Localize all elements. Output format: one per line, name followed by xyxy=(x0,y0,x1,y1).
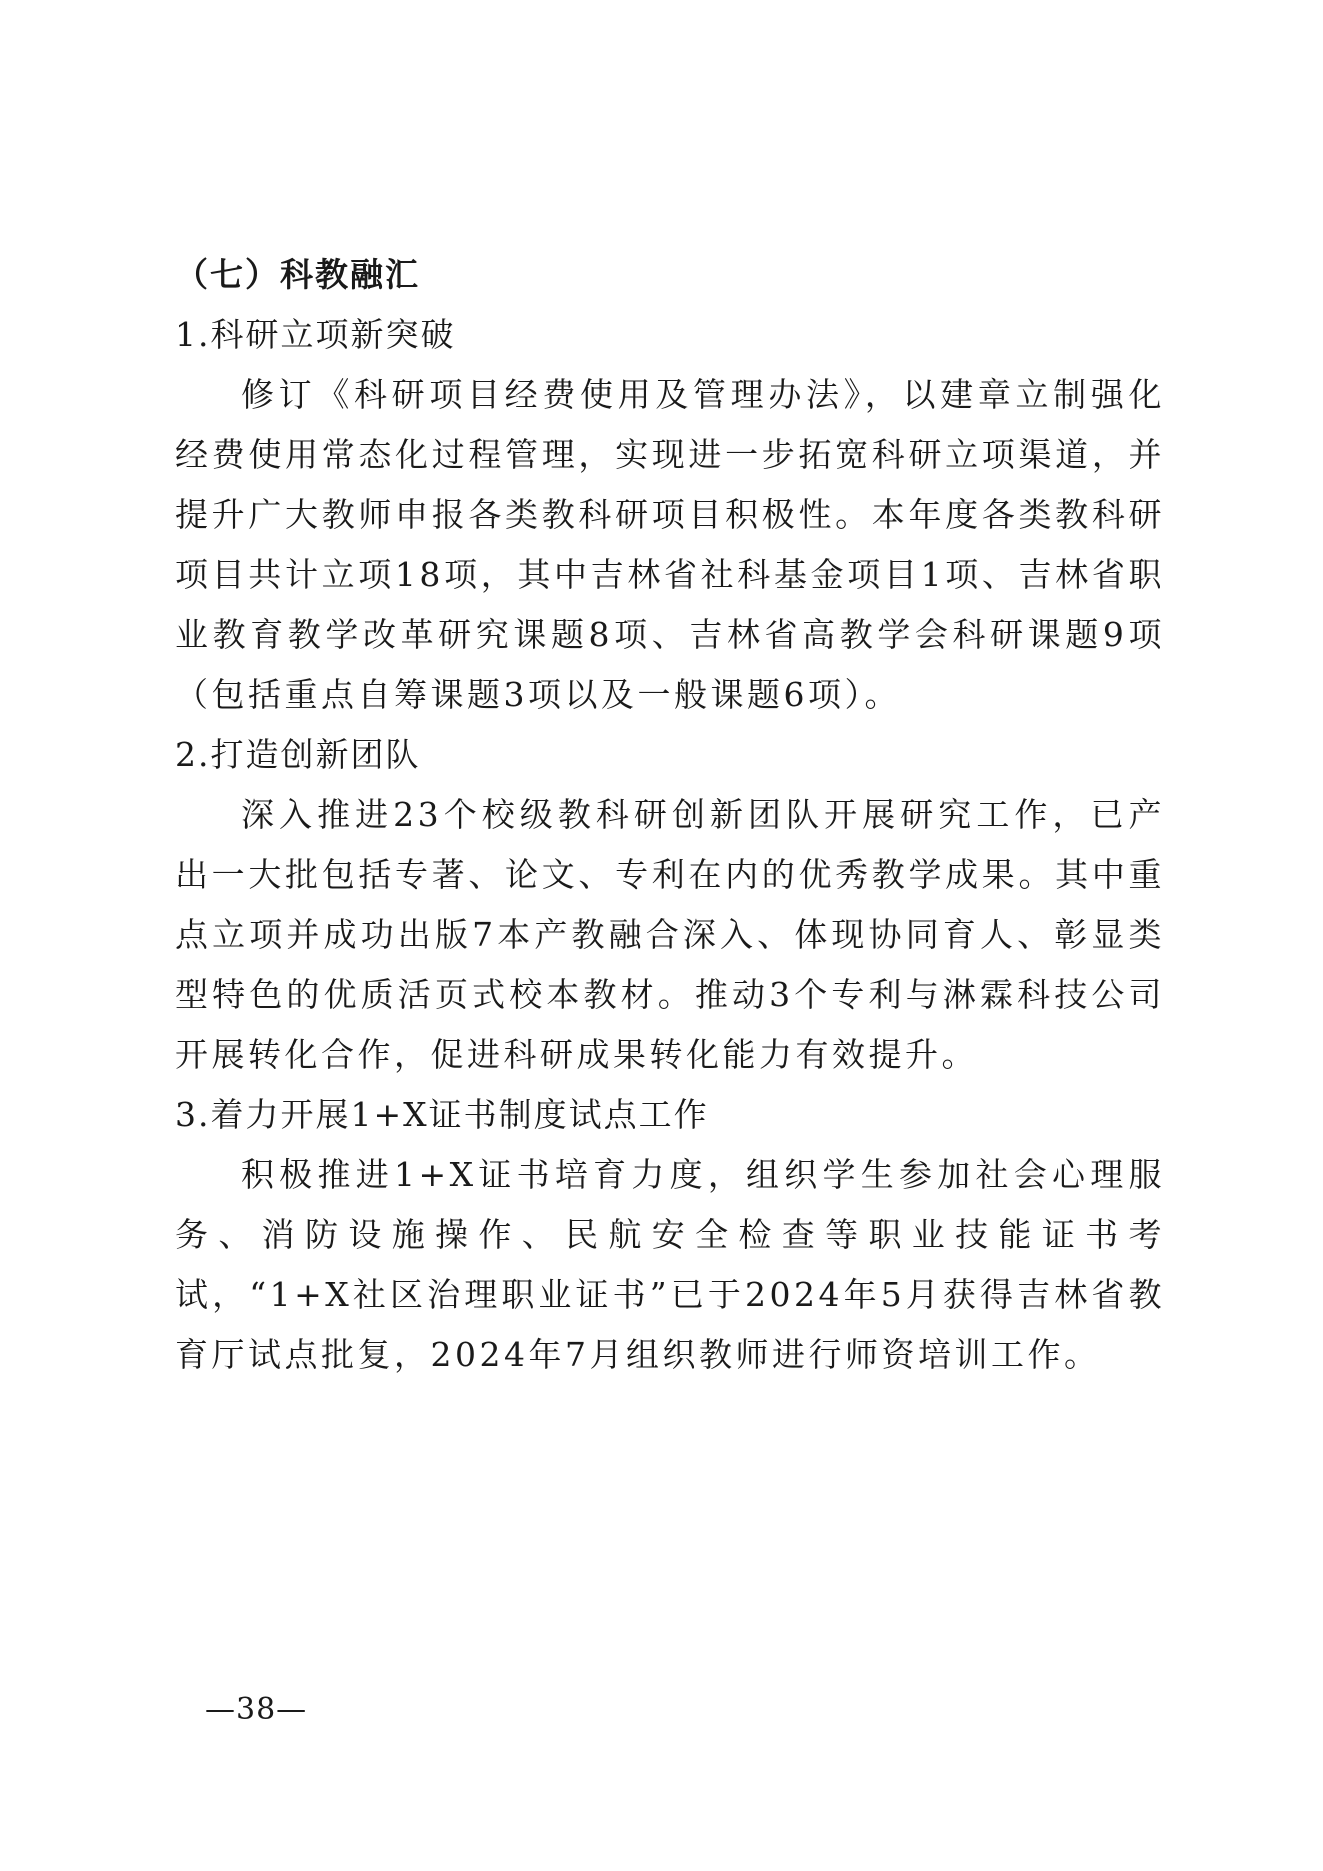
item-2-title: 2.打造创新团队 xyxy=(175,735,421,774)
item-2-paragraph: 深入推进23个校级教科研创新团队开展研究工作，已产出一大批包括专著、论文、专利在内的优秀教学成果。其中重点立项并成功出版7本产教融合深入、体现协同育人、彰显类型特色的优质活页式校本教材。推动3个专利与淋霖科技公司开展转化合作，促进科研成果转化能力有效提升。 xyxy=(175,795,1165,1074)
page-content xyxy=(175,245,1165,1385)
item-3-paragraph: 积极推进1+X证书培育力度，组织学生参加社会心理服务、消防设施操作、民航安全检查等职业技能证书考试，“1+X社区治理职业证书”已于2024年5月获得吉林省教育厅试点批复，2024年7月组织教师进行师资培训工作。 xyxy=(175,1155,1165,1374)
item-1-paragraph: 修订《科研项目经费使用及管理办法》，以建章立制强化经费使用常态化过程管理，实现进一步拓宽科研立项渠道，并提升广大教师申报各类教科研项目积极性。本年度各类教科研项目共计立项18项，其中吉林省社科基金项目1项、吉林省职业教育教学改革研究课题8项、吉林省高教学会科研课题9项（包括重点自筹课题3项以及一般课题6项）。 xyxy=(175,375,1165,714)
page-number: —38— xyxy=(205,1692,308,1727)
item-3-title: 3.着力开展1+X证书制度试点工作 xyxy=(175,1095,709,1134)
section-heading: （七）科教融汇 xyxy=(175,255,420,294)
item-1-title: 1.科研立项新突破 xyxy=(175,315,456,354)
